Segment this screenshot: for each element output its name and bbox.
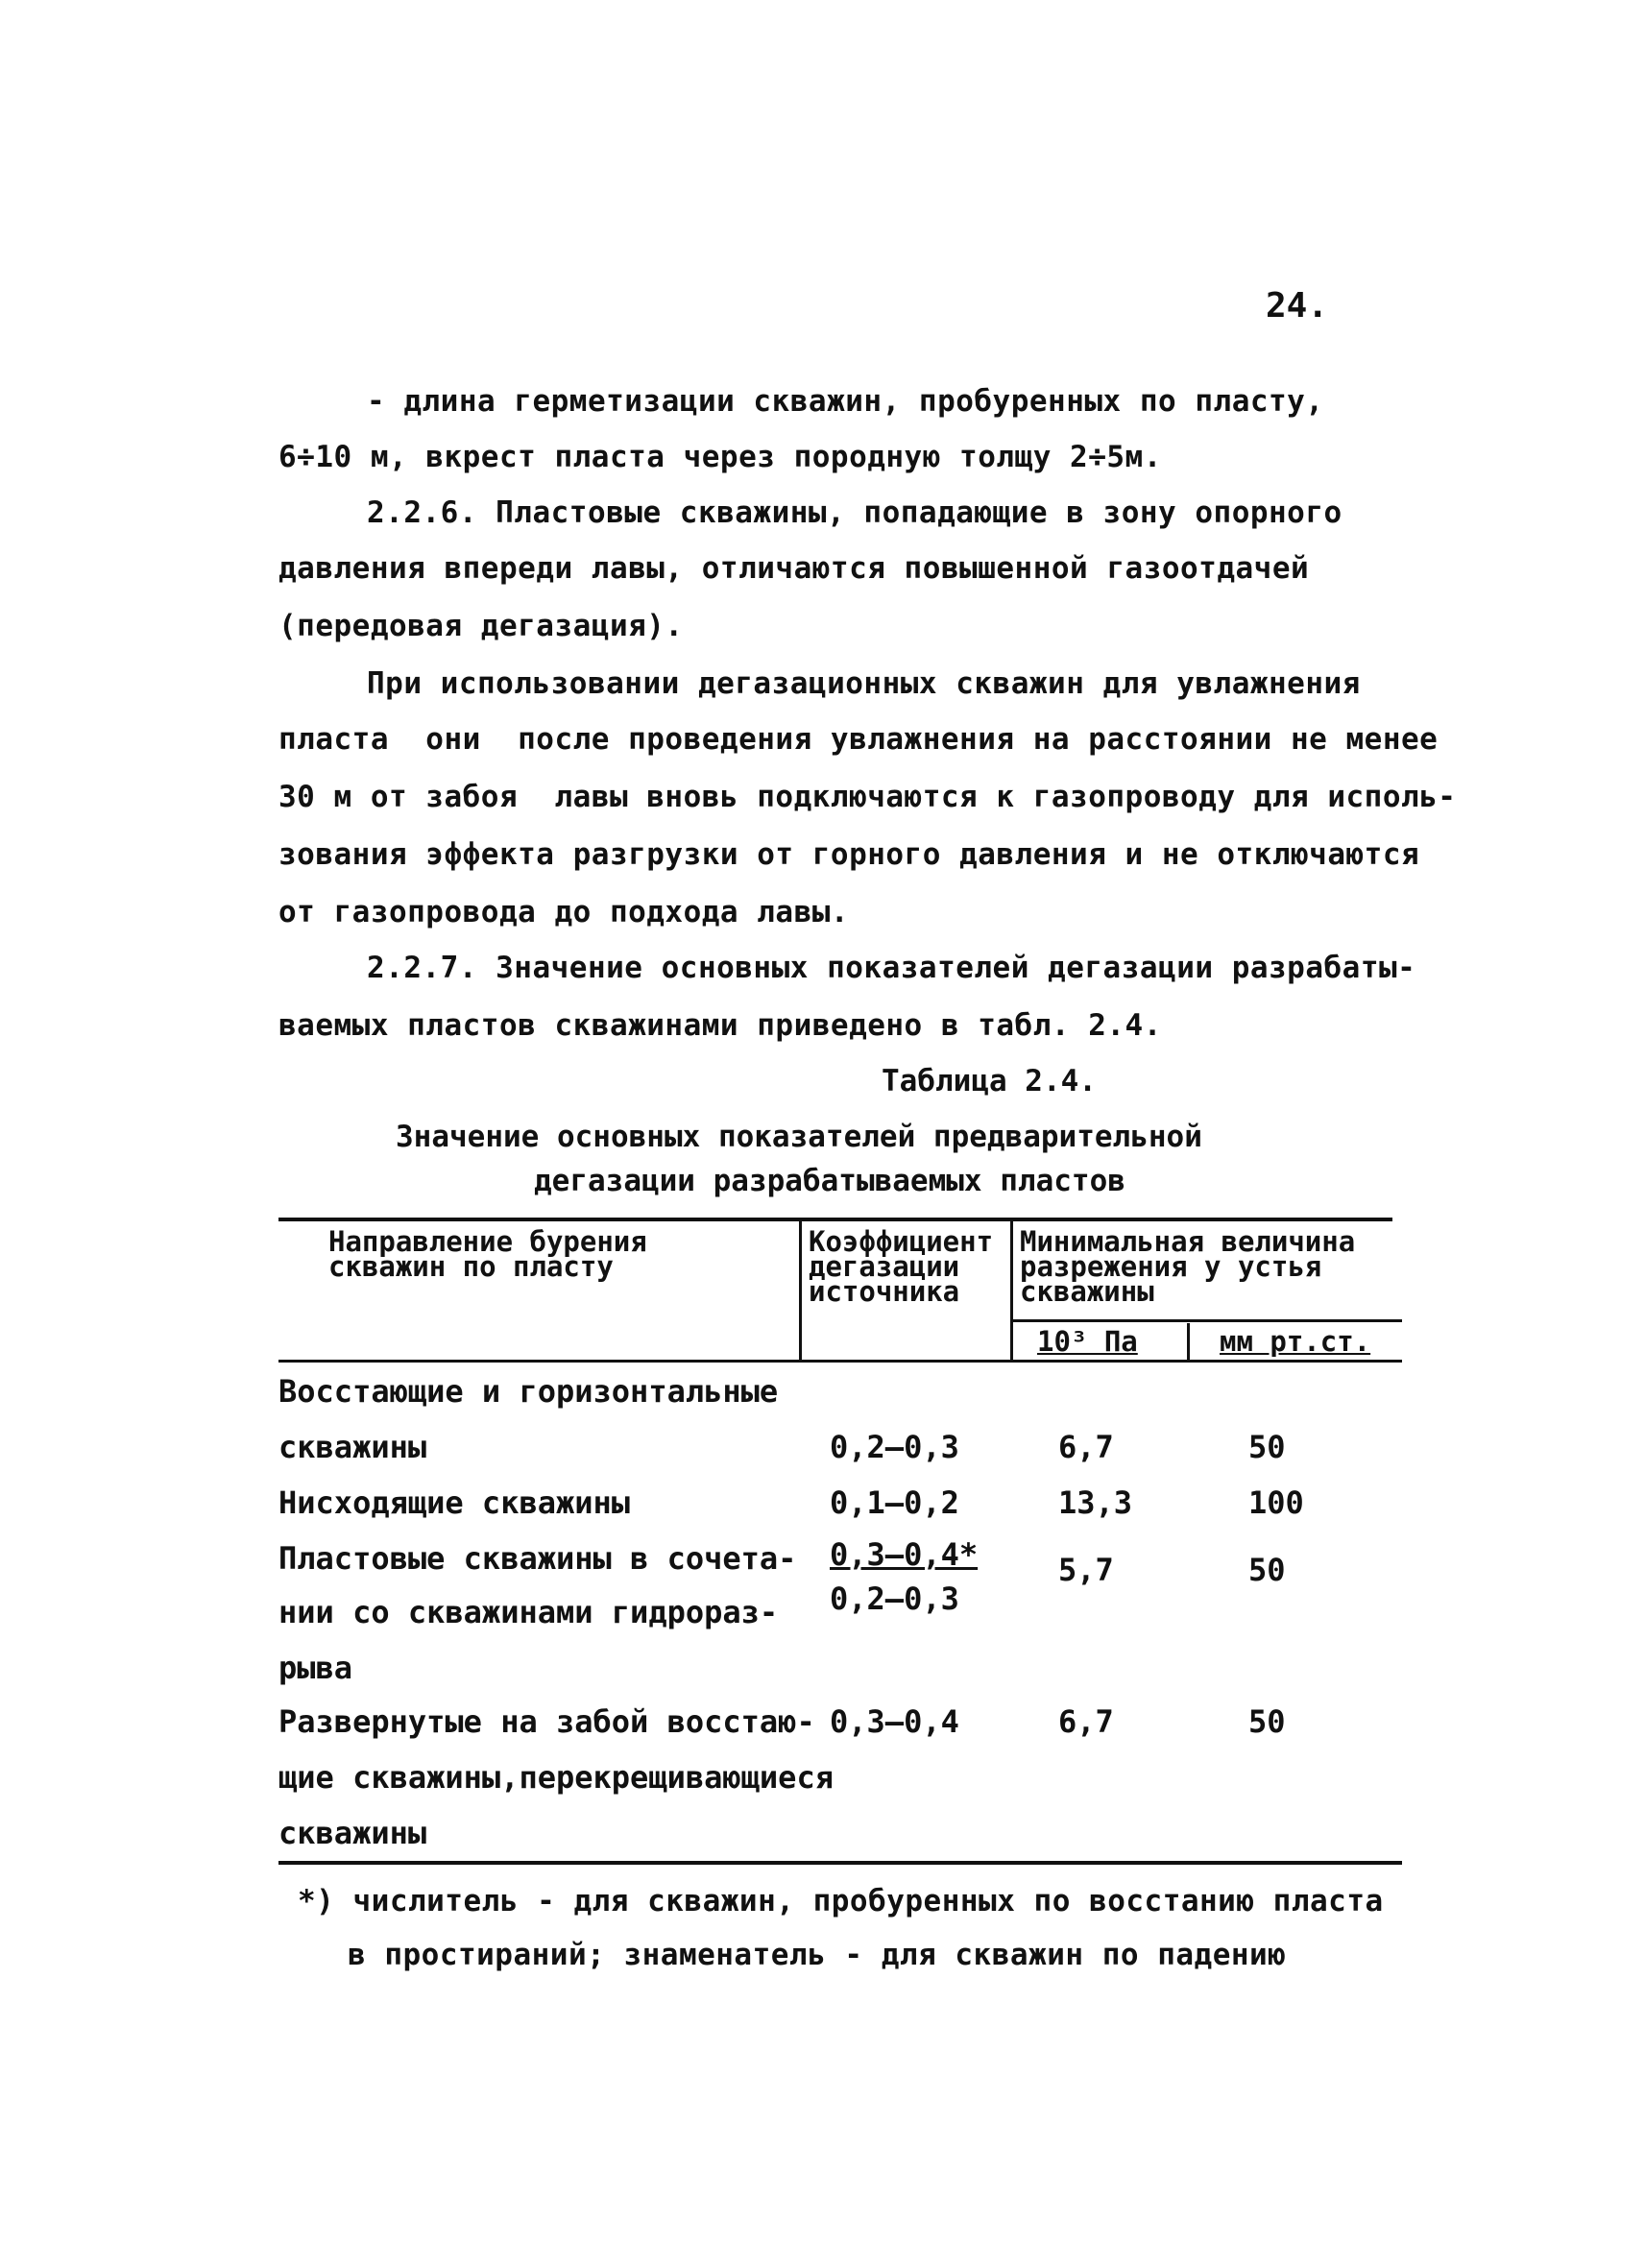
header-coefficient: Коэффициент дегазации источника: [809, 1225, 994, 1308]
row-pa: 5,7: [1058, 1552, 1114, 1588]
row-name: щие скважины,перекрещивающиеся: [278, 1759, 834, 1796]
row-name: Нисходящие скважины: [278, 1484, 631, 1521]
column-divider: [1010, 1219, 1013, 1360]
row-coefficient-numerator: 0,3–0,4*: [830, 1536, 979, 1573]
paragraph-line: (передовая дегазация).: [278, 609, 684, 643]
row-coefficient: 0,3–0,4: [830, 1703, 959, 1740]
column-divider: [799, 1219, 802, 1360]
row-mm: 50: [1248, 1429, 1286, 1465]
table-footnote: в простираний; знаменатель - для скважин по падению: [348, 1938, 1287, 1972]
page-number: 24.: [1266, 286, 1329, 326]
header-unit-pa: 10³ Па: [1037, 1325, 1138, 1358]
paragraph-line: При использовании дегазационных скважин для увлажнения: [367, 666, 1361, 701]
row-pa: 13,3: [1058, 1484, 1133, 1521]
table-label: Таблица 2.4.: [882, 1064, 1097, 1098]
paragraph-line: 30 м от забоя лавы вновь подключаются к газопроводу для исполь-: [278, 780, 1457, 814]
paragraph-line: давления впереди лавы, отличаются повышенной газоотдачей: [278, 551, 1310, 586]
paragraph-line: 2.2.6. Пластовые скважины, попадающие в зону опорного: [367, 495, 1343, 530]
paragraph-line: 2.2.7. Значение основных показателей дегазации разрабаты-: [367, 951, 1416, 985]
table-header-bottom-rule: [278, 1360, 1402, 1363]
paragraph-line: от газопровода до подхода лавы.: [278, 895, 850, 929]
row-coefficient: 0,2–0,3: [830, 1429, 959, 1465]
row-name: нии со скважинами гидрораз-: [278, 1594, 779, 1630]
row-coefficient: 0,1–0,2: [830, 1484, 959, 1521]
row-coefficient-denominator: 0,2–0,3: [830, 1580, 959, 1617]
row-mm: 50: [1248, 1703, 1286, 1740]
paragraph-line: зования эффекта разгрузки от горного давления и не отключаются: [278, 837, 1420, 872]
row-name: Развернутые на забой восстаю-: [278, 1703, 815, 1740]
header-unit-mm: мм рт.ст.: [1220, 1325, 1371, 1358]
header-direction: Направление бурения скважин по пласту: [328, 1225, 647, 1283]
row-name: Пластовые скважины в сочета-: [278, 1540, 797, 1577]
table-subheader-rule: [1010, 1319, 1402, 1322]
table-title: дегазации разрабатываемых пластов: [534, 1164, 1125, 1198]
table-bottom-rule: [278, 1861, 1402, 1865]
paragraph-line: ваемых пластов скважинами приведено в табл. 2.4.: [278, 1008, 1162, 1043]
header-min-vacuum: Минимальная величина разрежения у устья скважины: [1020, 1225, 1356, 1308]
paragraph-line: пласта они после проведения увлажнения на расстоянии не менее: [278, 722, 1439, 757]
row-name: рыва: [278, 1650, 353, 1686]
paragraph-line: 6÷10 м, вкрест пласта через породную толщу 2÷5м.: [278, 440, 1162, 474]
row-mm: 50: [1248, 1552, 1286, 1588]
paragraph-line: - длина герметизации скважин, пробуренных по пласту,: [367, 384, 1324, 419]
row-mm: 100: [1248, 1484, 1304, 1521]
table-title: Значение основных показателей предварительной: [396, 1120, 1202, 1154]
row-name: скважины: [278, 1429, 427, 1465]
row-pa: 6,7: [1058, 1703, 1114, 1740]
table-top-rule: [278, 1218, 1392, 1221]
row-pa: 6,7: [1058, 1429, 1114, 1465]
row-name: скважины: [278, 1815, 427, 1851]
row-name: Восстающие и горизонтальные: [278, 1373, 779, 1410]
table-footnote: *) числитель - для скважин, пробуренных по восстанию пласта: [298, 1884, 1384, 1918]
column-divider: [1187, 1323, 1190, 1360]
